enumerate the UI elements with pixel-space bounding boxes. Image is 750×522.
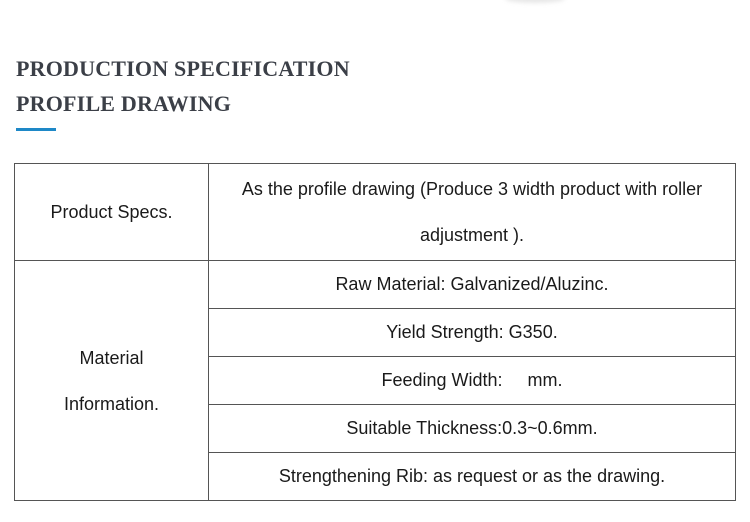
product-specs-row — [15, 164, 736, 261]
product-specs-value-line2: adjustment ). — [419, 225, 525, 245]
yield-strength-cell: Yield Strength: G350. — [209, 309, 736, 357]
feeding-width-cell: Feeding Width: mm. — [209, 357, 736, 405]
strengthening-rib-cell: Strengthening Rib: as request or as the drawing. — [209, 453, 736, 501]
product-specs-value-line1: As the profile drawing (Produce 3 width product with roller — [241, 179, 703, 199]
spec-table — [14, 163, 736, 501]
top-smudge — [505, 0, 565, 3]
accent-underline — [16, 128, 56, 131]
section-subtitle: PROFILE DRAWING — [16, 91, 232, 116]
product-specs-label-cell — [15, 164, 209, 261]
section-title: PRODUCTION SPECIFICATION — [16, 56, 350, 81]
material-label-line1: Material — [79, 347, 144, 368]
raw-material-cell: Raw Material: Galvanized/Aluzinc. — [209, 261, 736, 309]
suitable-thickness-cell: Suitable Thickness:0.3~0.6mm. — [209, 405, 736, 453]
material-row-raw — [15, 261, 736, 309]
product-specs-value-cell — [209, 164, 736, 261]
product-specs-label: Product Specs. — [50, 202, 173, 222]
material-label-line2: Information. — [63, 393, 160, 414]
material-information-label-cell — [15, 261, 209, 501]
